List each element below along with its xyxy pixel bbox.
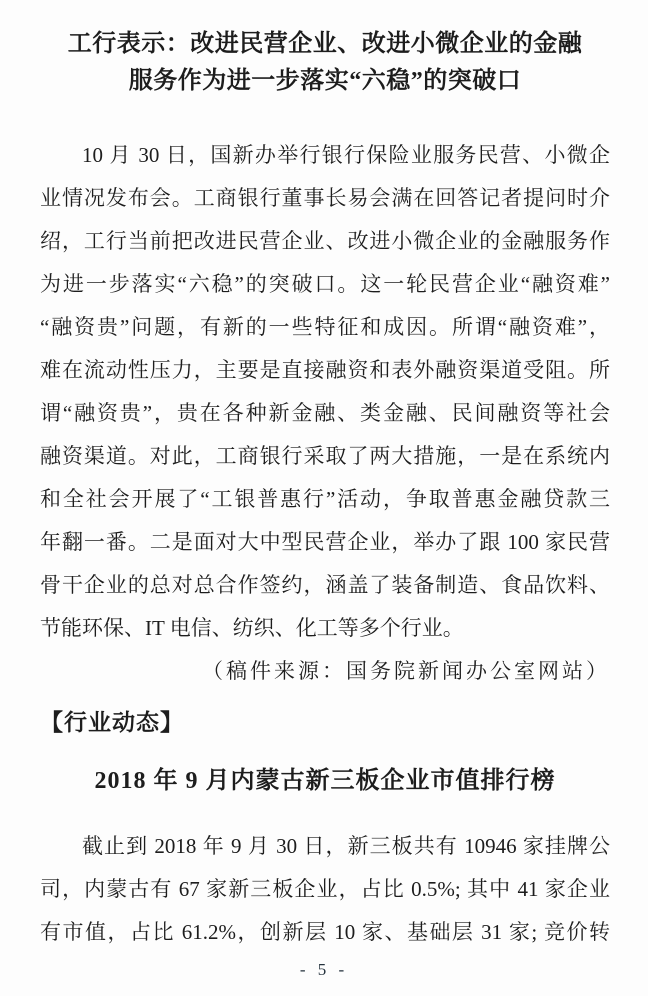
body-text-line: 司，内蒙古有 67 家新三板企业，占比 0.5%; 其中 41 家企业: [40, 877, 610, 901]
body-text-line: 截止到 2018 年 9 月 30 日，新三板共有 10946 家挂牌公: [82, 834, 610, 858]
article-title: [40, 26, 610, 100]
body-text-line: 谓“融资贵”，贵在各种新金融、类金融、民间融资等社会: [40, 401, 610, 425]
ranking-body-paragraph: [40, 825, 610, 954]
body-text-line: 难在流动性压力，主要是直接融资和表外融资渠道受阻。所: [40, 358, 610, 382]
article-body-paragraph: [40, 134, 610, 650]
section-header-industry-news: 【行业动态】: [40, 709, 184, 735]
body-text-line: 业情况发布会。工商银行董事长易会满在回答记者提问时介: [40, 186, 610, 210]
body-text-line: 和全社会开展了“工银普惠行”活动，争取普惠金融贷款三: [40, 487, 610, 511]
ranking-article-title: 2018 年 9 月内蒙古新三板企业市值排行榜: [94, 768, 556, 794]
body-text-line: 年翻一番。二是面对大中型民营企业，举办了跟 100 家民营: [40, 530, 610, 554]
body-text-line: “融资贵”问题，有新的一些特征和成因。所谓“融资难”，: [40, 315, 610, 339]
article-title-line-1: 工行表示：改进民营企业、改进小微企业的金融: [67, 31, 583, 57]
body-text-line: 10 月 30 日，国新办举行银行保险业服务民营、小微企: [82, 143, 610, 167]
page-number: - 5 -: [299, 960, 349, 979]
source-attribution: （稿件来源：国务院新闻办公室网站）: [202, 659, 610, 683]
body-text-line: 有市值，占比 61.2%，创新层 10 家、基础层 31 家; 竞价转: [40, 920, 610, 944]
body-text-line: 节能环保、IT 电信、纺织、化工等多个行业。: [40, 616, 464, 640]
article-title-line-2: 服务作为进一步落实“六稳”的突破口: [128, 68, 522, 94]
body-text-line: 融资渠道。对此，工商银行采取了两大措施，一是在系统内: [40, 444, 610, 468]
body-text-line: 绍，工行当前把改进民营企业、改进小微企业的金融服务作: [40, 229, 610, 253]
body-text-line: 骨干企业的总对总合作签约，涵盖了装备制造、食品饮料、: [40, 573, 610, 597]
body-text-line: 为进一步落实“六稳”的突破口。这一轮民营企业“融资难”: [40, 272, 610, 296]
